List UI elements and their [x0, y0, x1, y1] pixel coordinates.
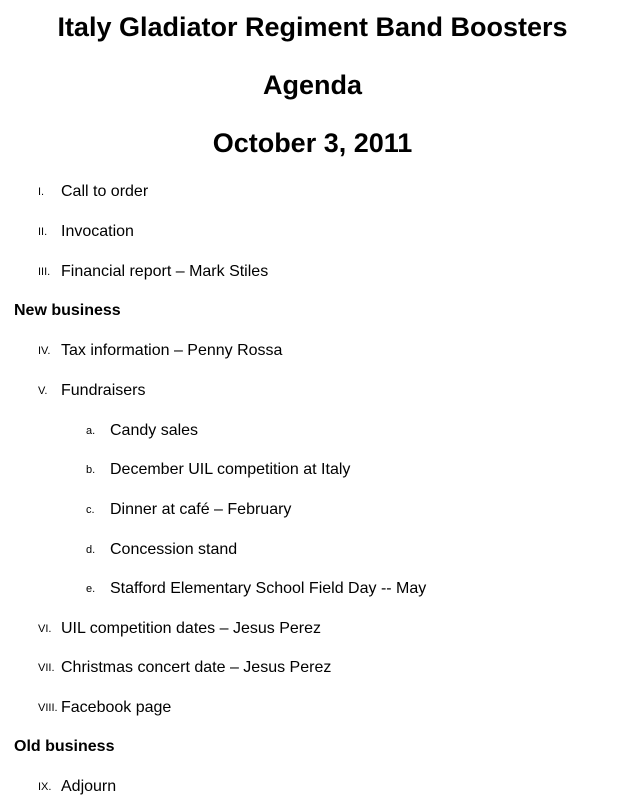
subitem-letter: d. [86, 544, 96, 556]
item-text: UIL competition dates – Jesus Perez [61, 620, 321, 637]
item-text: Call to order [61, 183, 149, 200]
subitem-text: Stafford Elementary School Field Day -- May [110, 580, 427, 597]
item-text: Adjourn [61, 778, 117, 795]
item-text: Fundraisers [61, 382, 146, 399]
item-number: I. [38, 186, 45, 198]
subitem-letter: a. [86, 425, 96, 437]
item-text: Facebook page [61, 699, 172, 716]
document-date: October 3, 2011 [212, 128, 413, 158]
subitem-text: Candy sales [110, 422, 199, 439]
item-number: VI. [38, 623, 52, 635]
item-number: V. [38, 385, 48, 397]
item-number: VII. [38, 662, 55, 674]
item-text: Christmas concert date – Jesus Perez [61, 659, 332, 676]
document-title: Italy Gladiator Regiment Band Boosters [57, 12, 568, 42]
item-number: VIII. [38, 702, 58, 714]
item-number: III. [38, 266, 51, 278]
subitem-letter: b. [86, 464, 96, 476]
subitem-text: December UIL competition at Italy [110, 461, 351, 478]
item-number: IX. [38, 781, 52, 793]
subitem-text: Concession stand [110, 541, 238, 558]
subitem-text: Dinner at café – February [110, 501, 292, 518]
item-number: IV. [38, 345, 51, 357]
item-text: Financial report – Mark Stiles [61, 263, 269, 280]
item-text: Invocation [61, 223, 134, 240]
subitem-letter: c. [86, 504, 95, 516]
item-number: II. [38, 226, 48, 238]
subitem-letter: e. [86, 583, 96, 595]
section-heading-old-business: Old business [14, 738, 115, 755]
section-heading-new-business: New business [14, 302, 121, 319]
item-text: Tax information – Penny Rossa [61, 342, 283, 359]
document-subtitle: Agenda [262, 70, 362, 100]
